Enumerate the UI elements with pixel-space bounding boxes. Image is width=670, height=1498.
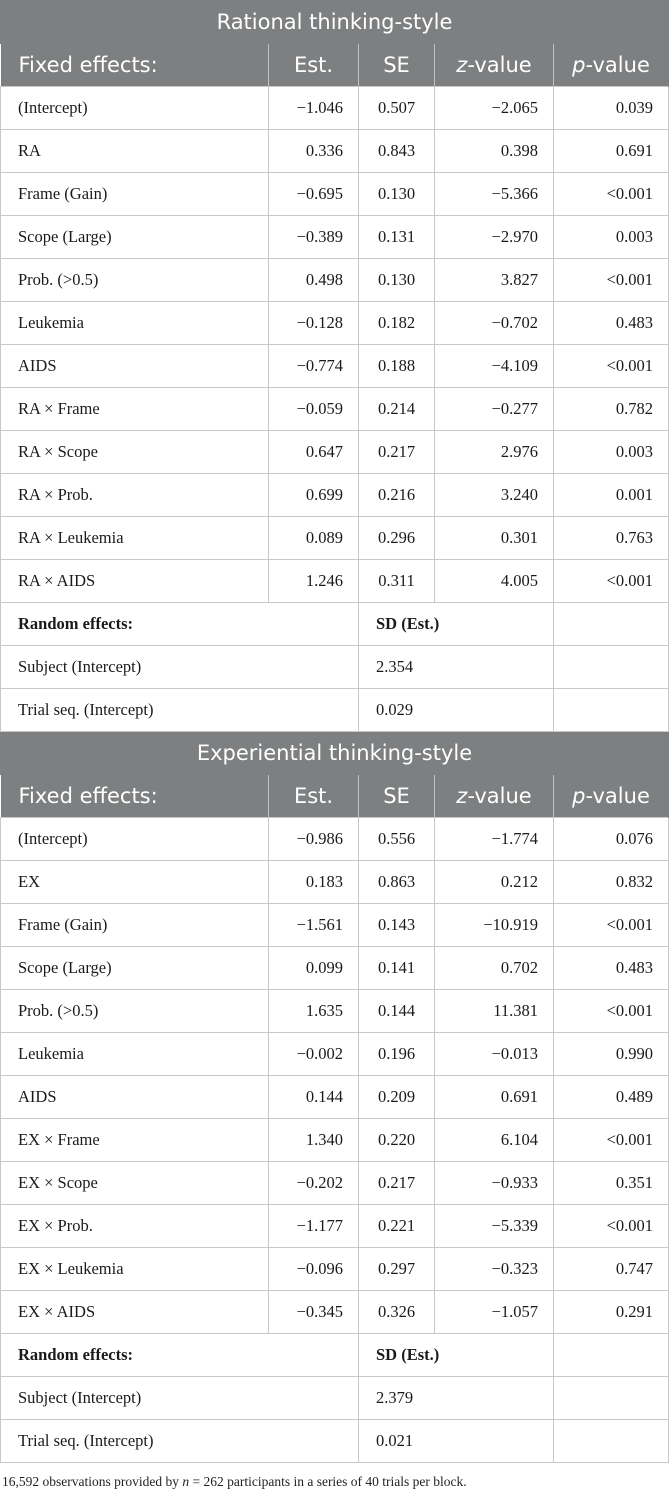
column-header (435, 44, 554, 87)
row-label: EX × Leukemia (1, 1248, 269, 1291)
row-label: RA (1, 130, 269, 173)
se-cell: 0.556 (359, 818, 435, 861)
column-header (554, 775, 669, 818)
p-value-cell: <0.001 (554, 173, 669, 216)
p-value-cell: 0.483 (554, 302, 669, 345)
se-cell: 0.221 (359, 1205, 435, 1248)
random-effects-row (1, 646, 669, 689)
row-label: RA × Frame (1, 388, 269, 431)
sd-header: SD (Est.) (359, 1334, 554, 1377)
random-effect-label: Trial seq. (Intercept) (1, 689, 359, 732)
random-effects-label: Random effects: (1, 1334, 359, 1377)
section-title: Experiential thinking-style (1, 732, 669, 775)
estimate-cell: 0.647 (269, 431, 359, 474)
footnote-text-end: = 262 participants in a series of 40 trials per block. (189, 1474, 467, 1489)
table-row (1, 990, 669, 1033)
table-row (1, 216, 669, 259)
se-cell: 0.296 (359, 517, 435, 560)
table-row (1, 1291, 669, 1334)
random-effects-header-row (1, 603, 669, 646)
p-value-cell: 0.291 (554, 1291, 669, 1334)
se-cell: 0.188 (359, 345, 435, 388)
z-value-cell: −0.933 (435, 1162, 554, 1205)
p-value-cell: 0.039 (554, 87, 669, 130)
p-value-cell: 0.489 (554, 1076, 669, 1119)
empty-cell (554, 1377, 669, 1420)
row-label: EX × Prob. (1, 1205, 269, 1248)
random-effects-row (1, 1377, 669, 1420)
row-label: Scope (Large) (1, 947, 269, 990)
estimate-cell: −0.345 (269, 1291, 359, 1334)
column-header: Fixed effects: (1, 44, 269, 87)
estimate-cell: −0.389 (269, 216, 359, 259)
z-value-cell: −5.339 (435, 1205, 554, 1248)
column-header-rest: -value (467, 53, 532, 77)
z-value-cell: −5.366 (435, 173, 554, 216)
random-effects-row (1, 1420, 669, 1463)
column-header-symbol: p (572, 784, 586, 808)
table-row (1, 259, 669, 302)
p-value-cell: <0.001 (554, 1119, 669, 1162)
se-cell: 0.144 (359, 990, 435, 1033)
section-title-row (1, 1, 669, 44)
column-header-symbol: z (456, 784, 468, 808)
p-value-cell: 0.763 (554, 517, 669, 560)
estimate-cell: 0.498 (269, 259, 359, 302)
section-title: Rational thinking-style (1, 1, 669, 44)
table-row (1, 1248, 669, 1291)
footnote-text-start: 16,592 observations provided by (2, 1474, 183, 1489)
row-label: RA × Scope (1, 431, 269, 474)
random-effects-header-row (1, 1334, 669, 1377)
p-value-cell: 0.003 (554, 216, 669, 259)
row-label: Prob. (>0.5) (1, 990, 269, 1033)
estimate-cell: −0.002 (269, 1033, 359, 1076)
table-row (1, 431, 669, 474)
table-row (1, 560, 669, 603)
se-cell: 0.863 (359, 861, 435, 904)
p-value-cell: <0.001 (554, 345, 669, 388)
p-value-cell: 0.782 (554, 388, 669, 431)
z-value-cell: 3.827 (435, 259, 554, 302)
p-value-cell: <0.001 (554, 904, 669, 947)
sd-value: 2.379 (359, 1377, 554, 1420)
z-value-cell: −2.065 (435, 87, 554, 130)
p-value-cell: 0.832 (554, 861, 669, 904)
se-cell: 0.141 (359, 947, 435, 990)
table-row (1, 861, 669, 904)
se-cell: 0.217 (359, 1162, 435, 1205)
table-row (1, 1033, 669, 1076)
estimate-cell: 1.246 (269, 560, 359, 603)
estimate-cell: −1.177 (269, 1205, 359, 1248)
se-cell: 0.209 (359, 1076, 435, 1119)
column-header-rest: -value (585, 53, 650, 77)
z-value-cell: 0.212 (435, 861, 554, 904)
row-label: EX × AIDS (1, 1291, 269, 1334)
column-header (435, 775, 554, 818)
se-cell: 0.214 (359, 388, 435, 431)
p-value-cell: 0.001 (554, 474, 669, 517)
column-header-rest: -value (467, 784, 532, 808)
empty-cell (554, 1420, 669, 1463)
random-effect-label: Subject (Intercept) (1, 1377, 359, 1420)
random-effect-label: Trial seq. (Intercept) (1, 1420, 359, 1463)
row-label: EX × Scope (1, 1162, 269, 1205)
estimate-cell: −0.695 (269, 173, 359, 216)
z-value-cell: 3.240 (435, 474, 554, 517)
random-effects-row (1, 689, 669, 732)
z-value-cell: 0.702 (435, 947, 554, 990)
estimate-cell: 0.144 (269, 1076, 359, 1119)
estimate-cell: −0.059 (269, 388, 359, 431)
empty-cell (554, 603, 669, 646)
p-value-cell: 0.990 (554, 1033, 669, 1076)
results-table-body (1, 1, 669, 1463)
row-label: Prob. (>0.5) (1, 259, 269, 302)
table-row (1, 345, 669, 388)
random-effects-label: Random effects: (1, 603, 359, 646)
column-header-symbol: p (572, 53, 586, 77)
section-title-row (1, 732, 669, 775)
p-value-cell: <0.001 (554, 990, 669, 1033)
column-header-row (1, 775, 669, 818)
table-row (1, 947, 669, 990)
empty-cell (554, 646, 669, 689)
column-header: Est. (269, 44, 359, 87)
estimate-cell: 0.699 (269, 474, 359, 517)
z-value-cell: −1.774 (435, 818, 554, 861)
table-row (1, 474, 669, 517)
p-value-cell: <0.001 (554, 259, 669, 302)
se-cell: 0.311 (359, 560, 435, 603)
se-cell: 0.507 (359, 87, 435, 130)
z-value-cell: −4.109 (435, 345, 554, 388)
se-cell: 0.220 (359, 1119, 435, 1162)
p-value-cell: 0.747 (554, 1248, 669, 1291)
row-label: Frame (Gain) (1, 173, 269, 216)
p-value-cell: 0.351 (554, 1162, 669, 1205)
se-cell: 0.216 (359, 474, 435, 517)
se-cell: 0.131 (359, 216, 435, 259)
column-header: Fixed effects: (1, 775, 269, 818)
column-header-rest: -value (585, 784, 650, 808)
se-cell: 0.843 (359, 130, 435, 173)
column-header-symbol: z (456, 53, 468, 77)
se-cell: 0.143 (359, 904, 435, 947)
table-footnote (2, 1474, 467, 1490)
row-label: AIDS (1, 1076, 269, 1119)
row-label: AIDS (1, 345, 269, 388)
random-effect-label: Subject (Intercept) (1, 646, 359, 689)
z-value-cell: 4.005 (435, 560, 554, 603)
z-value-cell: −0.013 (435, 1033, 554, 1076)
row-label: Leukemia (1, 302, 269, 345)
estimate-cell: −1.046 (269, 87, 359, 130)
z-value-cell: −0.277 (435, 388, 554, 431)
table-row (1, 1076, 669, 1119)
row-label: Leukemia (1, 1033, 269, 1076)
table-row (1, 1205, 669, 1248)
table-row (1, 130, 669, 173)
z-value-cell: 0.398 (435, 130, 554, 173)
table-row (1, 388, 669, 431)
se-cell: 0.297 (359, 1248, 435, 1291)
table-row (1, 302, 669, 345)
z-value-cell: −0.323 (435, 1248, 554, 1291)
p-value-cell: 0.483 (554, 947, 669, 990)
p-value-cell: 0.003 (554, 431, 669, 474)
estimate-cell: −0.128 (269, 302, 359, 345)
column-header (554, 44, 669, 87)
column-header-row (1, 44, 669, 87)
estimate-cell: 0.183 (269, 861, 359, 904)
z-value-cell: 2.976 (435, 431, 554, 474)
z-value-cell: −1.057 (435, 1291, 554, 1334)
estimate-cell: −1.561 (269, 904, 359, 947)
estimate-cell: 1.635 (269, 990, 359, 1033)
p-value-cell: <0.001 (554, 1205, 669, 1248)
row-label: RA × Leukemia (1, 517, 269, 560)
sd-value: 0.021 (359, 1420, 554, 1463)
estimate-cell: −0.202 (269, 1162, 359, 1205)
sd-header: SD (Est.) (359, 603, 554, 646)
estimate-cell: 0.099 (269, 947, 359, 990)
table-row (1, 173, 669, 216)
column-header: SE (359, 44, 435, 87)
row-label: (Intercept) (1, 87, 269, 130)
estimate-cell: −0.986 (269, 818, 359, 861)
se-cell: 0.217 (359, 431, 435, 474)
z-value-cell: 6.104 (435, 1119, 554, 1162)
se-cell: 0.196 (359, 1033, 435, 1076)
row-label: EX (1, 861, 269, 904)
p-value-cell: 0.691 (554, 130, 669, 173)
z-value-cell: 0.691 (435, 1076, 554, 1119)
table-row (1, 1162, 669, 1205)
estimate-cell: 0.089 (269, 517, 359, 560)
table-row (1, 87, 669, 130)
estimate-cell: −0.096 (269, 1248, 359, 1291)
table-row (1, 904, 669, 947)
row-label: RA × AIDS (1, 560, 269, 603)
table-row (1, 517, 669, 560)
empty-cell (554, 1334, 669, 1377)
table-row (1, 1119, 669, 1162)
p-value-cell: <0.001 (554, 560, 669, 603)
p-value-cell: 0.076 (554, 818, 669, 861)
sd-value: 2.354 (359, 646, 554, 689)
se-cell: 0.182 (359, 302, 435, 345)
column-header: Est. (269, 775, 359, 818)
z-value-cell: −2.970 (435, 216, 554, 259)
row-label: Scope (Large) (1, 216, 269, 259)
row-label: RA × Prob. (1, 474, 269, 517)
footnote-n-symbol: n (182, 1474, 190, 1489)
row-label: Frame (Gain) (1, 904, 269, 947)
empty-cell (554, 689, 669, 732)
row-label: EX × Frame (1, 1119, 269, 1162)
estimate-cell: 0.336 (269, 130, 359, 173)
se-cell: 0.130 (359, 173, 435, 216)
column-header: SE (359, 775, 435, 818)
se-cell: 0.326 (359, 1291, 435, 1334)
estimate-cell: −0.774 (269, 345, 359, 388)
z-value-cell: −10.919 (435, 904, 554, 947)
sd-value: 0.029 (359, 689, 554, 732)
table-row (1, 818, 669, 861)
estimate-cell: 1.340 (269, 1119, 359, 1162)
row-label: (Intercept) (1, 818, 269, 861)
z-value-cell: 11.381 (435, 990, 554, 1033)
z-value-cell: 0.301 (435, 517, 554, 560)
z-value-cell: −0.702 (435, 302, 554, 345)
se-cell: 0.130 (359, 259, 435, 302)
